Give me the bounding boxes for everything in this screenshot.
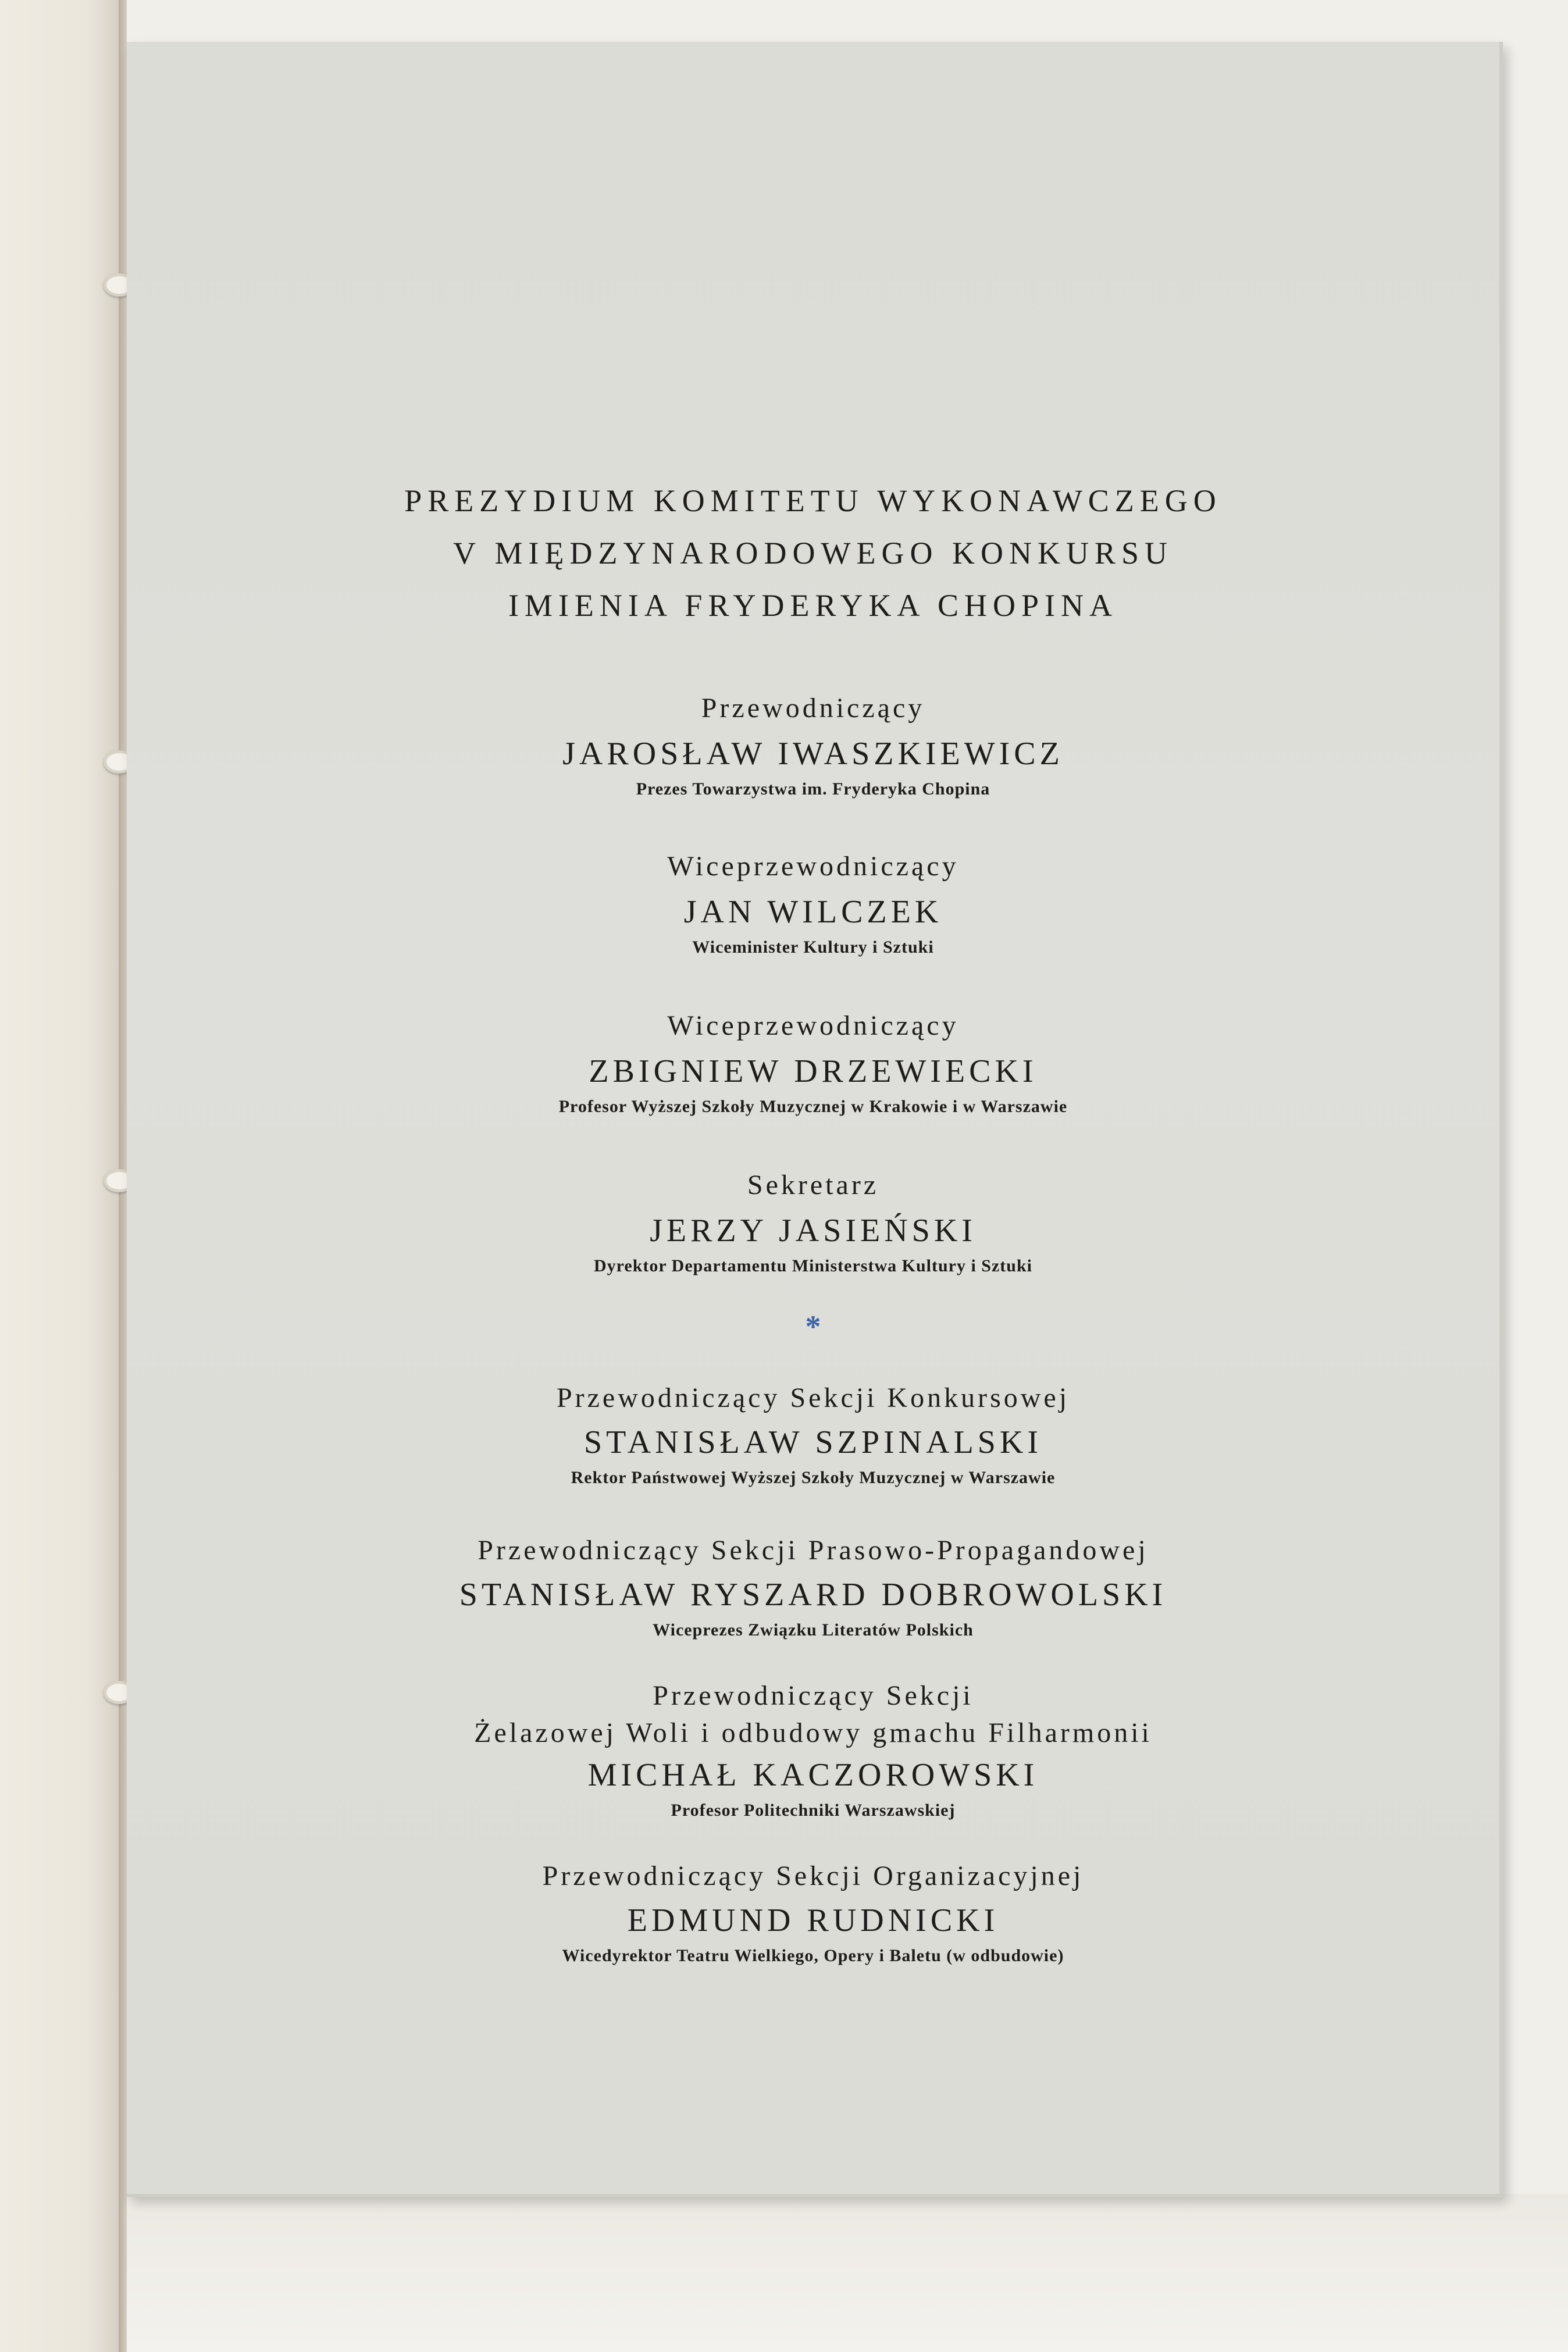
section-role: Wiceprzewodniczący: [667, 851, 959, 882]
section-name: JAN WILCZEK: [683, 894, 943, 930]
section-name: JAROSŁAW IWASZKIEWICZ: [562, 736, 1064, 772]
section-role: Przewodniczący Sekcji: [653, 1680, 974, 1711]
section-title: Dyrektor Departamentu Ministerstwa Kultury i Sztuki: [593, 1256, 1032, 1275]
section-name: EDMUND RUDNICKI: [627, 1902, 999, 1938]
section-role: Przewodniczący Sekcji Organizacyjnej: [542, 1861, 1084, 1891]
section-role-line-2: Żelazowej Woli i odbudowy gmachu Filharmonii: [474, 1717, 1152, 1748]
section-title: Profesor Politechniki Warszawskiej: [671, 1801, 956, 1820]
section-name: ZBIGNIEW DRZEWIECKI: [589, 1053, 1038, 1089]
separator-asterisk: *: [805, 1309, 821, 1344]
section-title: Wiceprezes Związku Literatów Polskich: [653, 1620, 974, 1640]
left-page: [0, 0, 125, 2352]
section-name: JERZY JASIEŃSKI: [650, 1213, 977, 1249]
printed-page: [127, 42, 1503, 2197]
heading-line-2: V MIĘDZYNARODOWEGO KONKURSU: [453, 536, 1173, 571]
section-title: Wicedyrektor Teatru Wielkiego, Opery i Baletu (w odbudowie): [562, 1946, 1064, 1965]
section-name: STANISŁAW RYSZARD DOBROWOLSKI: [459, 1577, 1167, 1613]
section-title: Prezes Towarzystwa im. Fryderyka Chopina: [636, 779, 990, 799]
section-role: Wiceprzewodniczący: [667, 1010, 959, 1041]
section-role: Przewodniczący Sekcji Konkursowej: [556, 1382, 1070, 1413]
section-name: STANISŁAW SZPINALSKI: [583, 1424, 1043, 1460]
section-title: Wiceminister Kultury i Sztuki: [692, 938, 934, 957]
heading-line-3: IMIENIA FRYDERYKA CHOPINA: [508, 588, 1118, 623]
section-role: Przewodniczący Sekcji Prasowo-Propagandowej: [477, 1535, 1149, 1566]
section-role: Przewodniczący: [701, 693, 925, 724]
heading-line-1: PREZYDIUM KOMITETU WYKONAWCZEGO: [404, 483, 1222, 518]
section-title: Profesor Wyższej Szkoły Muzycznej w Krakowie i w Warszawie: [558, 1097, 1068, 1116]
section-title: Rektor Państwowej Wyższej Szkoły Muzycznej w Warszawie: [571, 1468, 1056, 1487]
table-surface: [0, 2194, 1568, 2352]
section-role: Sekretarz: [747, 1170, 879, 1200]
section-name: MICHAŁ KACZOROWSKI: [587, 1757, 1039, 1793]
